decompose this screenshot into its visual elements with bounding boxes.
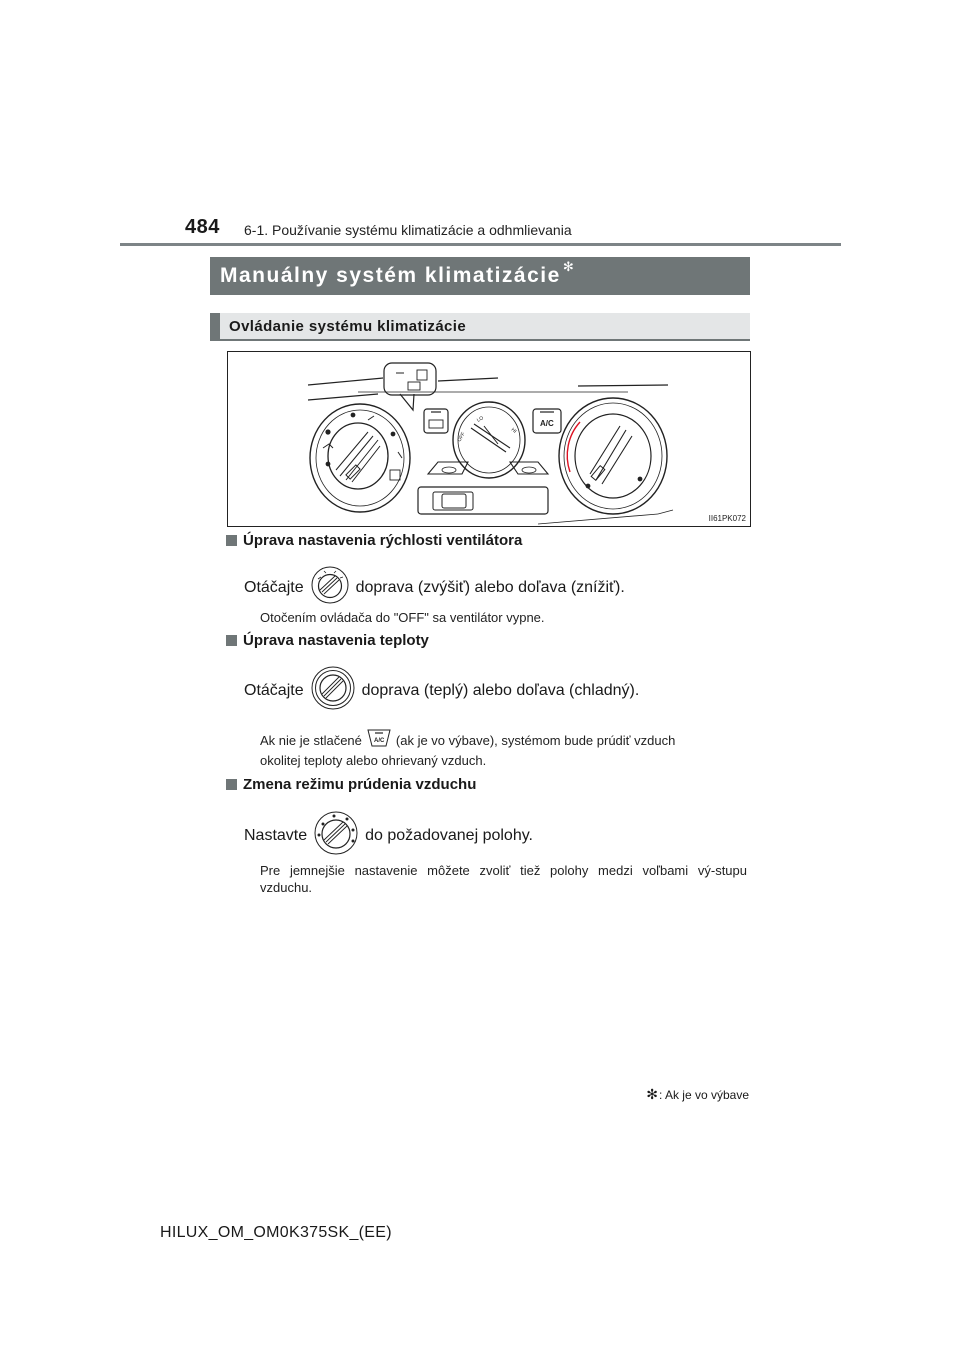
subheading-bar — [210, 313, 750, 341]
airflow-mode-instruction — [244, 810, 533, 861]
fan-speed-instruction — [244, 565, 625, 610]
square-bullet-icon — [226, 535, 237, 546]
fan-hi-label: HI — [509, 426, 518, 435]
fan-speed-note: Otočením ovládača do "OFF" sa ventilátor vypne. — [260, 610, 545, 625]
instruction-rest: do požadovanej polohy. — [365, 826, 533, 844]
page-number: 484 — [185, 216, 220, 238]
temperature-heading — [226, 632, 429, 649]
fan-knob-icon — [310, 565, 350, 610]
airflow-mode-heading — [226, 776, 476, 793]
fan-speed-heading — [226, 532, 522, 549]
square-bullet-icon — [226, 779, 237, 790]
header-divider — [120, 243, 841, 246]
instruction-rest: doprava (teplý) alebo doľava (chladný). — [361, 681, 640, 699]
figure-code: II61PK072 — [708, 514, 746, 523]
note-rest: (ak je vo výbave), systémom bude prúdiť vzduch — [395, 732, 676, 748]
chapter-title: 6-1. Používanie systému klimatizácie a odhmlievania — [244, 222, 572, 238]
airflow-knob-icon — [313, 810, 359, 861]
ac-button-label: A/C — [540, 419, 554, 428]
section-title-bar — [210, 257, 750, 295]
heading-text: Zmena režimu prúdenia vzduchu — [243, 776, 477, 793]
note-lead: Ak nie je stlačené — [260, 732, 362, 748]
footnote — [646, 1086, 749, 1103]
heading-text: Úprava nastavenia rýchlosti ventilátora — [243, 532, 523, 549]
climate-control-panel-figure — [227, 351, 751, 527]
heading-text: Úprava nastavenia teploty — [243, 632, 429, 649]
section-title: Manuálny systém klimatizácie — [220, 264, 561, 287]
instruction-lead: Nastavte — [244, 826, 308, 844]
climate-panel-illustration — [228, 352, 752, 528]
option-marker: ✻ — [562, 259, 574, 274]
temperature-instruction — [244, 665, 639, 716]
temperature-note-line2: okolitej teploty alebo ohrievaný vzduch. — [260, 753, 487, 768]
footnote-text: : Ak je vo výbave — [658, 1087, 749, 1102]
square-bullet-icon — [226, 635, 237, 646]
instruction-lead: Otáčajte — [244, 578, 304, 596]
document-code: HILUX_OM_OM0K375SK_(EE) — [160, 1224, 392, 1241]
fan-off-label: OFF — [456, 431, 467, 443]
instruction-lead: Otáčajte — [244, 681, 304, 699]
instruction-rest: doprava (zvýšiť) alebo doľava (znížiť). — [355, 578, 625, 596]
fan-lo-label: LO — [476, 415, 485, 424]
subheading: Ovládanie systému klimatizácie — [229, 317, 467, 335]
option-marker-icon: ✻ — [646, 1086, 658, 1102]
svg-text:A/C: A/C — [373, 738, 385, 744]
temperature-knob-icon — [310, 665, 356, 716]
airflow-mode-note: Pre jemnejšie nastavenie môžete zvoliť tiež polohy medzi voľbami vý-stupu vzduchu. — [260, 863, 747, 895]
